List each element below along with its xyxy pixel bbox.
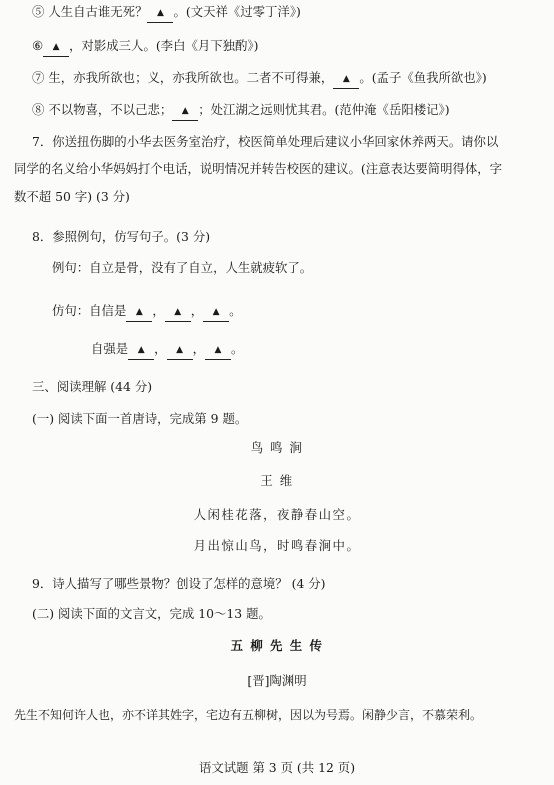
triangle-marker-icon: ▲ — [176, 345, 184, 355]
part-1-instruction: (一) 阅读下面一首唐诗，完成第 9 题。 — [32, 411, 248, 426]
section-heading: 三、阅读理解 (44 分) — [32, 379, 153, 394]
lead-word: 自强是 — [91, 341, 129, 356]
item-number: ⑧ — [32, 102, 45, 117]
fill-blank-7 — [32, 69, 487, 89]
verse-source: ；处江湖之远则忧其君。(范仲淹《岳阳楼记》) — [198, 102, 450, 117]
answer-blank[interactable] — [147, 3, 173, 23]
fill-blank-6 — [32, 37, 258, 57]
fill-blank-8 — [32, 101, 450, 121]
prose-line-1: 先生不知何许人也，亦不详其姓字，宅边有五柳树，因以为号焉。闲静少言，不慕荣利。 — [14, 708, 483, 722]
poem-line-2: 月出惊山鸟，时鸣春涧中。 — [193, 538, 361, 553]
answer-blank[interactable] — [126, 302, 152, 322]
comma: ， — [154, 341, 167, 356]
item-number: ⑦ — [32, 70, 45, 85]
lead-word: 自信是 — [89, 303, 127, 318]
period: 。 — [229, 303, 242, 318]
verse-source: 。(孟子《鱼我所欲也》) — [359, 70, 487, 85]
triangle-marker-icon: ▲ — [342, 74, 350, 84]
answer-blank[interactable] — [203, 302, 229, 322]
imitation-label: 仿句： — [52, 303, 90, 318]
item-number: ⑥ — [32, 38, 44, 53]
period: 。 — [230, 341, 244, 356]
poem-author: 王 维 — [260, 473, 294, 488]
poem-line-1: 人闲桂花落，夜静春山空。 — [193, 507, 361, 522]
part-2-instruction: (二) 阅读下面的文言文，完成 10～13 题。 — [32, 606, 271, 621]
triangle-marker-icon: ▲ — [212, 307, 220, 317]
prose-author: [晋]陶渊明 — [247, 673, 307, 688]
question-8-prompt: 8．参照例句，仿写句子。(3 分) — [32, 229, 211, 244]
triangle-marker-icon: ▲ — [174, 307, 182, 317]
triangle-marker-icon: ▲ — [52, 42, 60, 52]
answer-blank[interactable] — [172, 101, 198, 121]
comma: ， — [192, 341, 205, 356]
comma: ， — [190, 303, 204, 318]
question-7-line2: 同学的名义给小华妈妈打个电话，说明情况并转告校医的建议。(注意表达要简明得体，字 — [14, 161, 503, 176]
example-sentence: 例句：自立是骨，没有了自立，人生就疲软了。 — [52, 260, 313, 275]
answer-blank[interactable] — [165, 302, 191, 322]
verse-text: 人生自古谁无死？ — [48, 4, 148, 19]
triangle-marker-icon: ▲ — [137, 345, 145, 355]
triangle-marker-icon: ▲ — [181, 106, 189, 116]
imitation-line-2 — [91, 340, 243, 360]
question-7-line3: 数不超 50 字) (3 分) — [14, 189, 130, 204]
triangle-marker-icon: ▲ — [157, 8, 164, 18]
question-7-line1: 7．你送扭伤脚的小华去医务室治疗，校医简单处理后建议小华回家休养两天。请你以 — [32, 134, 499, 149]
poem-title: 鸟 鸣 涧 — [250, 440, 304, 455]
item-number: ⑤ — [32, 4, 45, 19]
answer-blank[interactable] — [43, 37, 69, 57]
page-footer: 语文试题 第 3 页 (共 12 页) — [198, 760, 356, 775]
prose-title: 五 柳 先 生 传 — [230, 638, 324, 653]
fill-blank-5 — [32, 3, 301, 23]
triangle-marker-icon: ▲ — [135, 307, 143, 317]
verse-text: 生，亦我所欲也；义，亦我所欲也。二者不可得兼， — [48, 70, 334, 85]
verse-source: ，对影成三人。(李白《月下独酌》) — [69, 38, 259, 53]
triangle-marker-icon: ▲ — [214, 345, 222, 355]
comma: ， — [152, 303, 165, 318]
answer-blank[interactable] — [333, 69, 359, 89]
question-9: 9．诗人描写了哪些景物？创设了怎样的意境？ (4 分) — [32, 576, 326, 591]
verse-text: 不以物喜，不以己悲； — [48, 102, 173, 117]
verse-source: 。(文天祥《过零丁洋》) — [173, 4, 301, 19]
answer-blank[interactable] — [167, 340, 193, 360]
answer-blank[interactable] — [205, 340, 231, 360]
imitation-line-1 — [52, 302, 242, 322]
answer-blank[interactable] — [128, 340, 154, 360]
